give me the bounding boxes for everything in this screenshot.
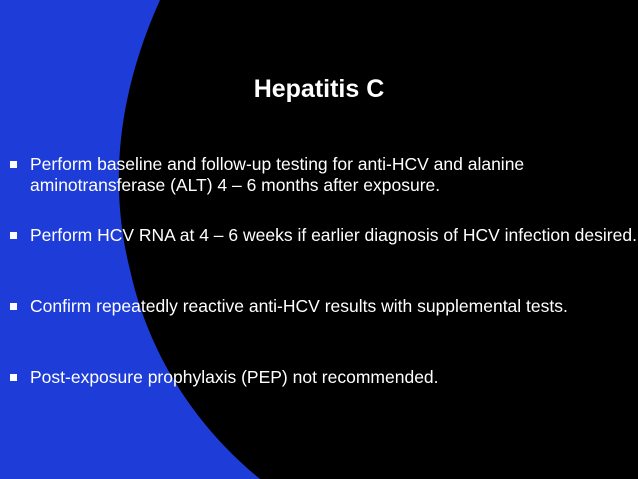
- square-bullet-icon: [10, 303, 17, 310]
- slide-title: [0, 74, 638, 104]
- bullet-text: Perform HCV RNA at 4 – 6 weeks if earlier diagnosis of HCV infection desired.: [30, 225, 637, 245]
- list-item: [8, 225, 638, 246]
- list-item: [8, 296, 638, 317]
- square-bullet-icon: [10, 161, 17, 168]
- square-bullet-icon: [10, 232, 17, 239]
- square-bullet-icon: [10, 374, 17, 381]
- list-item: [8, 367, 638, 388]
- bullet-text: Post-exposure prophylaxis (PEP) not recommended.: [30, 367, 439, 387]
- bullet-text: Confirm repeatedly reactive anti-HCV results with supplemental tests.: [30, 296, 568, 316]
- list-item: [8, 154, 638, 196]
- bullet-text: Perform baseline and follow-up testing for anti-HCV and alanine aminotransferase (ALT) 4 – 6 months after exposure.: [30, 154, 525, 195]
- slide-title-text: Hepatitis C: [253, 75, 385, 103]
